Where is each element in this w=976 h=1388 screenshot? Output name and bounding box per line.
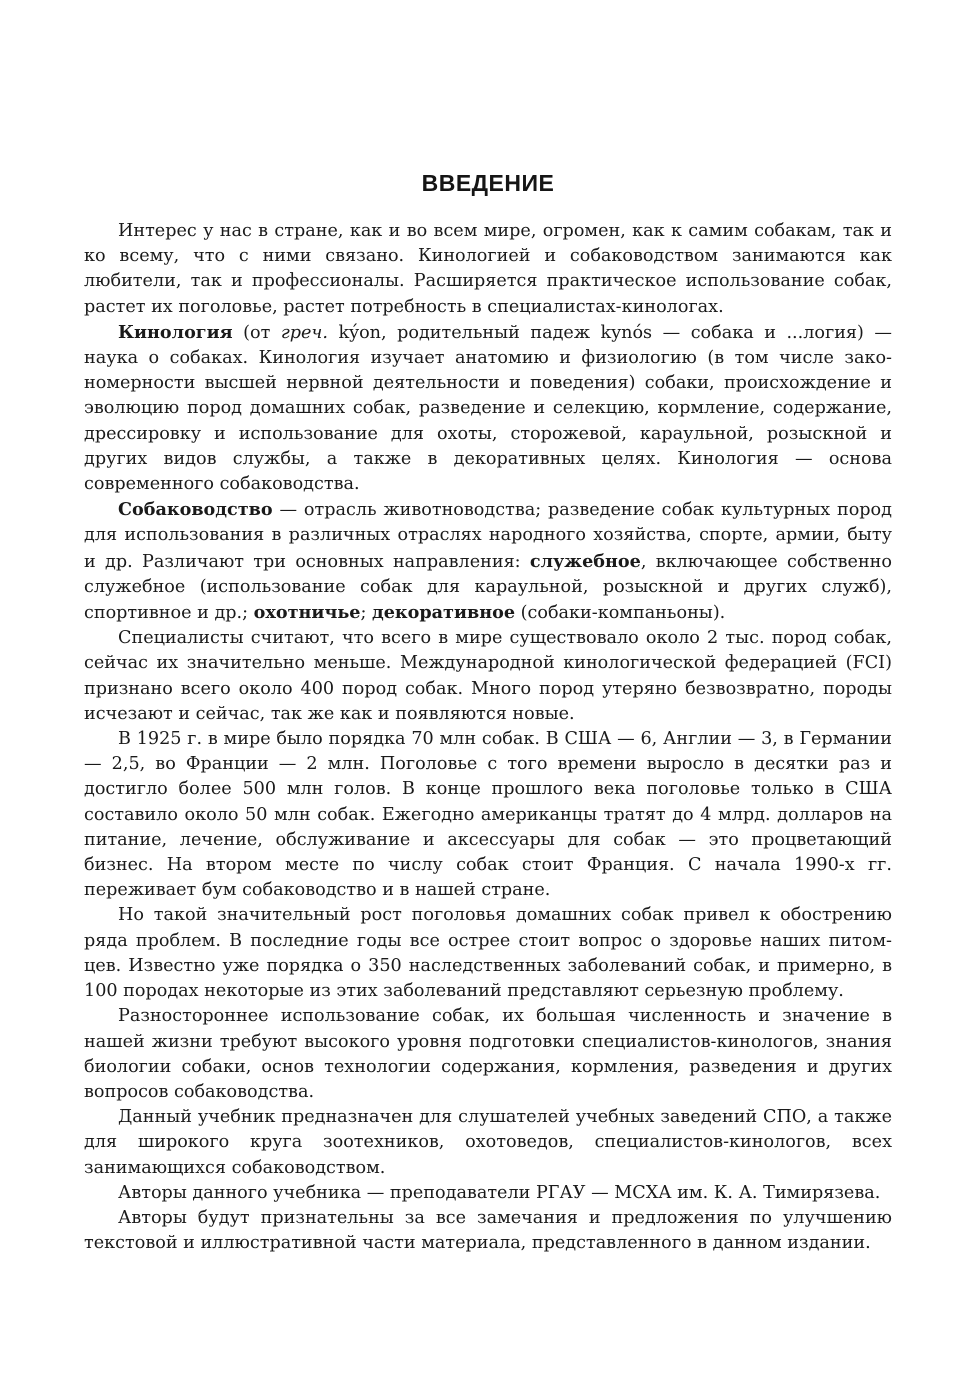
page-title: ВВЕДЕНИЕ [421, 170, 555, 196]
bold-term: Собаководство [118, 499, 273, 521]
paragraph [84, 1004, 892, 1105]
paragraph-text: ; [360, 603, 372, 624]
paragraph [84, 727, 892, 903]
paragraph-text: , включающее собственно служебное (использование собак для караульной, розыскной и других служб), спортивное и др.; [84, 551, 893, 624]
paragraph-text: — отрасль животноводства; разведение собак культурных пород для использования в различных отраслях народного хозяйства, спорте, армии, быту и др. Различают три основных направления: [84, 500, 892, 572]
bold-term: Кинология [118, 321, 233, 343]
paragraph-text: (от [232, 322, 281, 343]
paragraph-text: Авторы будут признательны за все замечания и предложения по улучшению текстовой и иллюстративной части материала, представленного в данном издании. [84, 1207, 892, 1254]
paragraph [84, 320, 892, 497]
paragraph-text: Интерес у нас в стране, как и во всем мире, огромен, как к самим собакам, так и ко всему, что с ними связано. Кинологией и собаководством занимаются как любители, так и профессионалы. Расширяется практическое использование собак, растет их поголовье, растет потребность в специалистах-кинологах. [84, 221, 892, 317]
paragraph-text: kýon, родительный падеж kynós — собака и ...логия) — наука о собаках. Кинология изучает анатомию и физиологию (в том числе закономерности высшей нервной деятельности и поведения) собаки, происхождение и эволюцию пород домашних собак, разведение и селекцию, кормление, содержание, дрессировку и использование для охоты, сторожевой, караульной, розыскной и других видов службы, а также в декоративных целях. Кинология — основа современного собаководства. [84, 322, 892, 495]
bold-term: декоративное [372, 602, 516, 624]
paragraph-text: (собаки-компаньоны). [515, 603, 726, 624]
paragraph-text: Данный учебник предназначен для слушателей учебных заведений СПО, а также для широкого круга зоотехников, охотоведов, специалистов-кинологов, всех занимающихся собаководством. [84, 1107, 892, 1178]
paragraph-text: В 1925 г. в мире было порядка 70 млн собак. В США — 6, Англии — 3, в Германии — 2,5, во Франции — 2 млн. Поголовье с того времени выросло в десятки раз и достигло более 500 млн голов. В конце прошлого века поголовье только в США составило около 50 млн собак. Ежегодно американцы тратят до 4 млрд. долларов на питание, лечение, обслуживание и аксессуары для собак — это процветающий бизнес. На втором месте по числу собак стоит Франция. С начала 1990-х гг. переживает бум собаководство и в нашей стране. [84, 729, 892, 901]
paragraph [84, 626, 892, 727]
paragraph [84, 1181, 892, 1206]
paragraph [84, 1105, 892, 1181]
paragraph [84, 497, 892, 626]
paragraph-text: Авторы данного учебника — преподаватели РГАУ — МСХА им. К. А. Тимирязева. [118, 1182, 881, 1203]
paragraph [84, 219, 892, 320]
paragraph [84, 903, 892, 1004]
bold-term: охотничье [253, 602, 361, 624]
italic-abbreviation: греч. [280, 322, 328, 343]
bold-term: служебное [529, 550, 641, 572]
paragraph-text: Но такой значительный рост поголовья домашних собак привел к обострению ряда проблем. В последние годы все острее стоит вопрос о здоровье наших питомцев. Известно уже порядка о 350 наследственных заболеваний собак, и примерно, в 100 породах некоторые из этих заболеваний представляют серьезную проблему. [84, 905, 892, 1002]
body-text [84, 219, 892, 1256]
paragraph [84, 1206, 892, 1256]
paragraph-text: Специалисты считают, что всего в мире существовало около 2 тыс. пород собак, сейчас их значительно меньше. Международной кинологической федерацией (FCI) признано всего около 400 пород собак. Много пород утеряно безвозвратно, породы исчезают и сейчас, так же как и появляются новые. [84, 628, 892, 724]
document-page [84, 170, 892, 1256]
paragraph-text: Разностороннее использование собак, их большая численность и значение в нашей жизни требуют высокого уровня подготовки специалистов-кинологов, знания биологии собаки, основ технологии содержания, кормления, разведения и других вопросов собаководства. [84, 1006, 892, 1102]
